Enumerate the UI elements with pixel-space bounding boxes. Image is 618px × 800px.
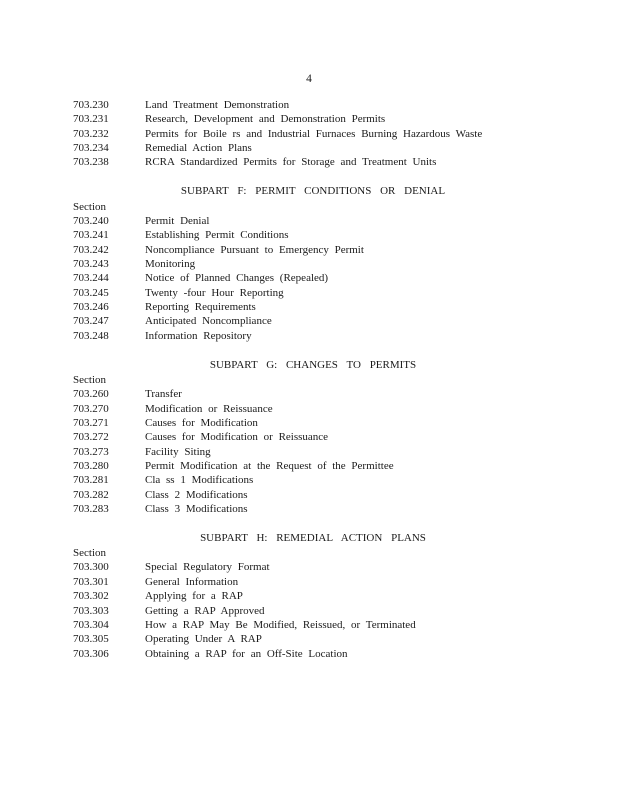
section-number: 703.272 — [73, 431, 109, 444]
toc-group-continued — [73, 98, 553, 170]
section-title: Reporting Requirements — [145, 300, 256, 313]
section-title: RCRA Standardized Permits for Storage and Treatment Units — [145, 156, 437, 169]
toc-row — [73, 112, 553, 126]
toc-group-subpart-f — [73, 184, 553, 343]
section-column-label: Section — [73, 373, 106, 386]
section-title: Notice of Planned Changes (Repealed) — [145, 272, 329, 285]
section-number: 703.230 — [73, 99, 109, 111]
section-number: 703.270 — [73, 402, 109, 415]
toc-row — [73, 98, 553, 112]
toc-group-subpart-h — [73, 531, 553, 661]
section-number: 703.247 — [73, 315, 109, 328]
section-title: Facility Siting — [145, 445, 211, 458]
toc-row — [73, 127, 553, 141]
section-title: Information Repository — [145, 329, 252, 342]
section-title: Applying for a RAP — [145, 590, 243, 603]
section-title: Anticipated Noncompliance — [145, 315, 272, 328]
section-title: Establishing Permit Conditions — [145, 229, 289, 242]
section-title: Permits for Boile rs and Industrial Furnaces Burning Hazardous Waste — [145, 127, 483, 140]
section-number: 703.273 — [73, 445, 109, 458]
section-number: 703.246 — [73, 300, 109, 313]
toc-row — [73, 271, 553, 285]
toc-group-subpart-g — [73, 358, 553, 517]
section-title: Permit Modification at the Request of the Permittee — [145, 459, 394, 472]
section-number: 703.281 — [73, 474, 109, 487]
section-title: Modification or Reissuance — [145, 402, 273, 415]
section-number: 703.260 — [73, 388, 109, 401]
section-number: 703.231 — [73, 113, 109, 126]
section-column-label: Section — [73, 200, 106, 213]
section-title: Special Regulatory Format — [145, 561, 270, 574]
subpart-heading: SUBPART F: PERMIT CONDITIONS OR DENIAL — [180, 185, 446, 198]
section-title: Cla ss 1 Modifications — [145, 474, 254, 487]
section-title: Causes for Modification or Reissuance — [145, 431, 329, 444]
section-number: 703.242 — [73, 243, 109, 256]
section-number: 703.301 — [73, 575, 109, 588]
toc-row — [73, 430, 553, 444]
page-number: 4 — [306, 73, 312, 85]
toc-row — [73, 214, 553, 228]
toc-row — [73, 459, 553, 473]
toc-row — [73, 387, 553, 401]
section-number: 703.243 — [73, 257, 109, 270]
toc-row — [73, 488, 553, 502]
section-number: 703.305 — [73, 633, 109, 646]
section-number: 703.240 — [73, 214, 109, 227]
section-number: 703.306 — [73, 647, 109, 660]
toc-row — [73, 560, 553, 574]
toc-row — [73, 575, 553, 589]
section-number: 703.248 — [73, 329, 109, 342]
section-number: 703.282 — [73, 488, 109, 501]
section-title: Getting a RAP Approved — [145, 604, 265, 617]
section-number: 703.300 — [73, 561, 109, 574]
toc-row — [73, 329, 553, 343]
section-title: Permit Denial — [145, 214, 210, 227]
toc-row — [73, 257, 553, 271]
section-number: 703.271 — [73, 416, 109, 429]
toc-row — [73, 604, 553, 618]
toc-row — [73, 141, 553, 155]
toc-row — [73, 286, 553, 300]
toc-row — [73, 155, 553, 169]
section-number: 703.280 — [73, 459, 109, 472]
subpart-heading: SUBPART H: REMEDIAL ACTION PLANS — [200, 531, 426, 544]
toc-row — [73, 243, 553, 257]
section-number: 703.244 — [73, 272, 109, 285]
section-title: Monitoring — [145, 257, 196, 270]
section-number: 703.238 — [73, 156, 109, 169]
section-number: 703.232 — [73, 127, 109, 140]
section-title: Class 3 Modifications — [145, 502, 248, 515]
toc-row — [73, 228, 553, 242]
section-number: 703.241 — [73, 229, 109, 242]
toc-row — [73, 473, 553, 487]
section-column-label: Section — [73, 547, 106, 560]
section-title: Causes for Modification — [145, 416, 258, 429]
toc-row — [73, 300, 553, 314]
section-number: 703.302 — [73, 590, 109, 603]
section-title: Noncompliance Pursuant to Emergency Permit — [145, 243, 364, 256]
toc-row — [73, 402, 553, 416]
section-title: Class 2 Modifications — [145, 488, 248, 501]
section-title: Twenty -four Hour Reporting — [145, 286, 284, 299]
toc-row — [73, 445, 553, 459]
section-title: Land Treatment Demonstration — [145, 99, 290, 111]
toc-row — [73, 618, 553, 632]
section-number: 703.283 — [73, 502, 109, 515]
section-title: General Information — [145, 575, 239, 588]
toc-row — [73, 589, 553, 603]
section-number: 703.245 — [73, 286, 109, 299]
toc-row — [73, 647, 553, 661]
section-title: Obtaining a RAP for an Off-Site Location — [145, 647, 348, 660]
section-number: 703.234 — [73, 142, 109, 155]
section-title: Research, Development and Demonstration Permits — [145, 113, 386, 126]
section-title: How a RAP May Be Modified, Reissued, or Terminated — [145, 618, 416, 631]
toc-row — [73, 314, 553, 328]
section-number: 703.303 — [73, 604, 109, 617]
toc-row — [73, 632, 553, 646]
section-number: 703.304 — [73, 618, 109, 631]
section-title: Remedial Action Plans — [145, 142, 252, 155]
toc-row — [73, 416, 553, 430]
section-title: Operating Under A RAP — [145, 633, 262, 646]
subpart-heading: SUBPART G: CHANGES TO PERMITS — [209, 358, 417, 371]
table-of-contents — [73, 98, 553, 661]
toc-row — [73, 502, 553, 516]
section-title: Transfer — [145, 388, 182, 401]
